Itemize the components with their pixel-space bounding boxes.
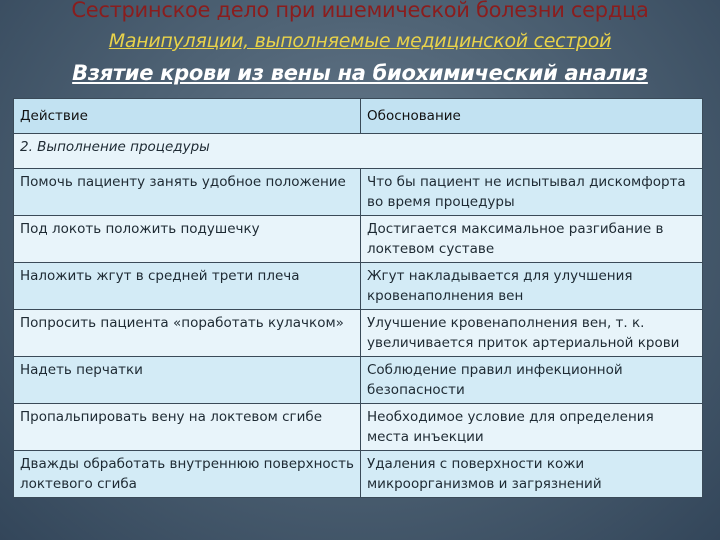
table-row xyxy=(14,310,703,357)
table-row xyxy=(14,169,703,216)
reason-cell: Необходимое условие для определения места инъекции xyxy=(361,404,703,451)
table-row xyxy=(14,263,703,310)
action-cell: Дважды обработать внутреннюю поверхность локтевого сгиба xyxy=(14,451,361,498)
table-row xyxy=(14,451,703,498)
action-cell: Пропальпировать вену на локтевом сгибе xyxy=(14,404,361,451)
action-cell: Под локоть положить подушечку xyxy=(14,216,361,263)
reason-cell: Удаления с поверхности кожи микроорганизмов и загрязнений xyxy=(361,451,703,498)
reason-cell: Достигается максимальное разгибание в локтевом суставе xyxy=(361,216,703,263)
column-header-action: Действие xyxy=(14,99,361,134)
action-cell: Надеть перчатки xyxy=(14,357,361,404)
reason-cell: Улучшение кровенаполнения вен, т. к. увеличивается приток артериальной крови xyxy=(361,310,703,357)
reason-cell: Жгут накладывается для улучшения кровенаполнения вен xyxy=(361,263,703,310)
table-row xyxy=(14,216,703,263)
table-row xyxy=(14,357,703,404)
slide-heading: Взятие крови из вены на биохимический анализ xyxy=(72,61,648,85)
table-header-row xyxy=(14,99,703,134)
column-header-reason: Обоснование xyxy=(361,99,703,134)
slide-subtitle: Манипуляции, выполняемые медицинской сестрой xyxy=(108,30,612,52)
action-cell: Помочь пациенту занять удобное положение xyxy=(14,169,361,216)
procedure-table xyxy=(13,98,703,498)
slide-header xyxy=(0,0,720,100)
section-row xyxy=(14,134,703,169)
slide-title: Сестринское дело при ишемической болезни сердца xyxy=(71,0,649,22)
section-label: 2. Выполнение процедуры xyxy=(14,134,703,169)
action-cell: Наложить жгут в средней трети плеча xyxy=(14,263,361,310)
reason-cell: Соблюдение правил инфекционной безопасности xyxy=(361,357,703,404)
action-cell: Попросить пациента «поработать кулачком» xyxy=(14,310,361,357)
reason-cell: Что бы пациент не испытывал дискомфорта во время процедуры xyxy=(361,169,703,216)
table-row xyxy=(14,404,703,451)
